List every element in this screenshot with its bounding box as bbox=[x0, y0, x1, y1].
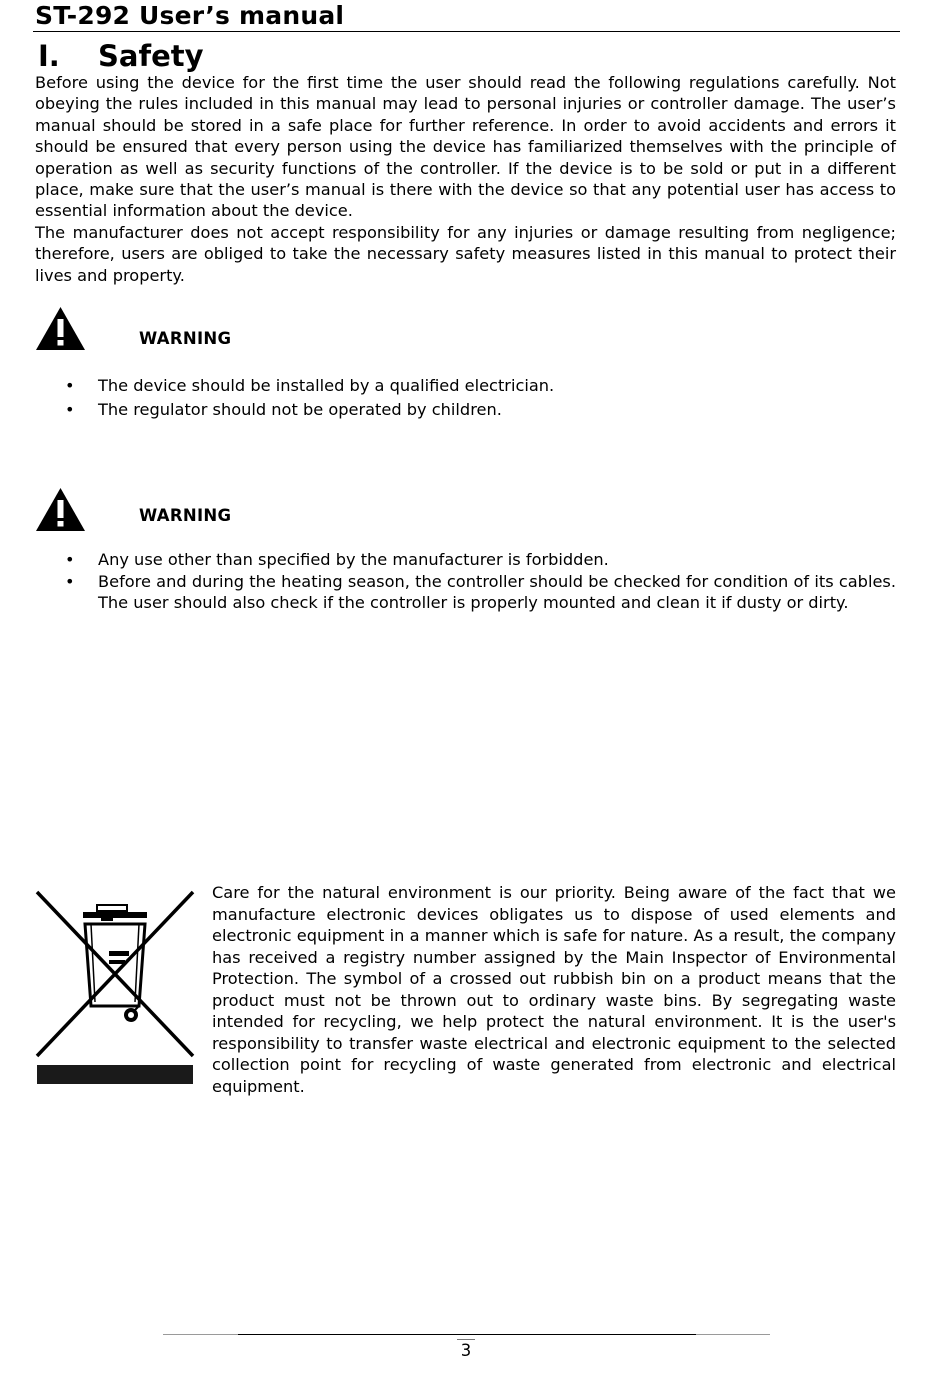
list-item: • The regulator should not be operated by children. bbox=[65, 400, 502, 419]
warning-label: WARNING bbox=[139, 329, 232, 348]
list-item: • The device should be installed by a qualified electrician. bbox=[65, 376, 555, 395]
warning-triangle-icon bbox=[35, 306, 86, 351]
warning-triangle-icon bbox=[35, 487, 86, 532]
section-number: I. bbox=[38, 39, 60, 73]
warning-label: WARNING bbox=[139, 506, 232, 525]
crossed-out-bin-icon bbox=[35, 888, 195, 1086]
section-heading bbox=[38, 37, 204, 75]
page-number: 3 bbox=[460, 1341, 472, 1360]
section-title: Safety bbox=[98, 39, 204, 73]
intro-paragraph: Before using the device for the first time the user should read the following regulations carefully. Not obeying the rules included in this manual may lead to personal injuries or controller damage. The user’s manual should be stored in a safe place for further reference. In order to avoid accidents and errors it should be ensured that every person using the device has familiarized themselves with the principle of operation as well as security functions of the controller. If the device is to be sold or put in a different place, make sure that the user’s manual is there with the device so that any potential user has access to essential information about the device. bbox=[35, 73, 896, 221]
footer-rule-emphasis bbox=[238, 1334, 696, 1335]
bullet-icon: • bbox=[65, 376, 75, 395]
warning-list bbox=[0, 549, 900, 614]
document-header-title: ST-292 User’s manual bbox=[35, 1, 345, 30]
environment-paragraph: Care for the natural environment is our priority. Being aware of the fact that we manufacture electronic devices obligates us to dispose of used elements and electronic equipment in a manner which is safe for nature. As a result, the company has received a registry number assigned by the Main Inspector of Environmental Protection. The symbol of a crossed out rubbish bin on a product means that the product must not be thrown out to ordinary waste bins. By segregating waste intended for recycling, we help protect the natural environment. It is the user's responsibility to transfer waste electrical and electronic equipment to the selected collection point for recycling of waste generated from electronic and electrical equipment. bbox=[212, 883, 896, 1096]
warning-list bbox=[0, 375, 900, 423]
list-item: • Any use other than specified by the manufacturer is forbidden. bbox=[65, 550, 609, 569]
bullet-icon: • bbox=[65, 400, 75, 419]
responsibility-paragraph: The manufacturer does not accept responsibility for any injuries or damage resulting from negligence; therefore, users are obliged to take the necessary safety measures listed in this manual to protect their lives and property. bbox=[35, 223, 896, 285]
header-rule bbox=[33, 31, 900, 32]
bullet-icon: • bbox=[65, 550, 75, 569]
list-item: • Before and during the heating season, the controller should be checked for condition of its cables. The user should also check if the controller is properly mounted and clean it if dusty or dirty. bbox=[65, 571, 896, 612]
bullet-icon: • bbox=[65, 571, 75, 591]
